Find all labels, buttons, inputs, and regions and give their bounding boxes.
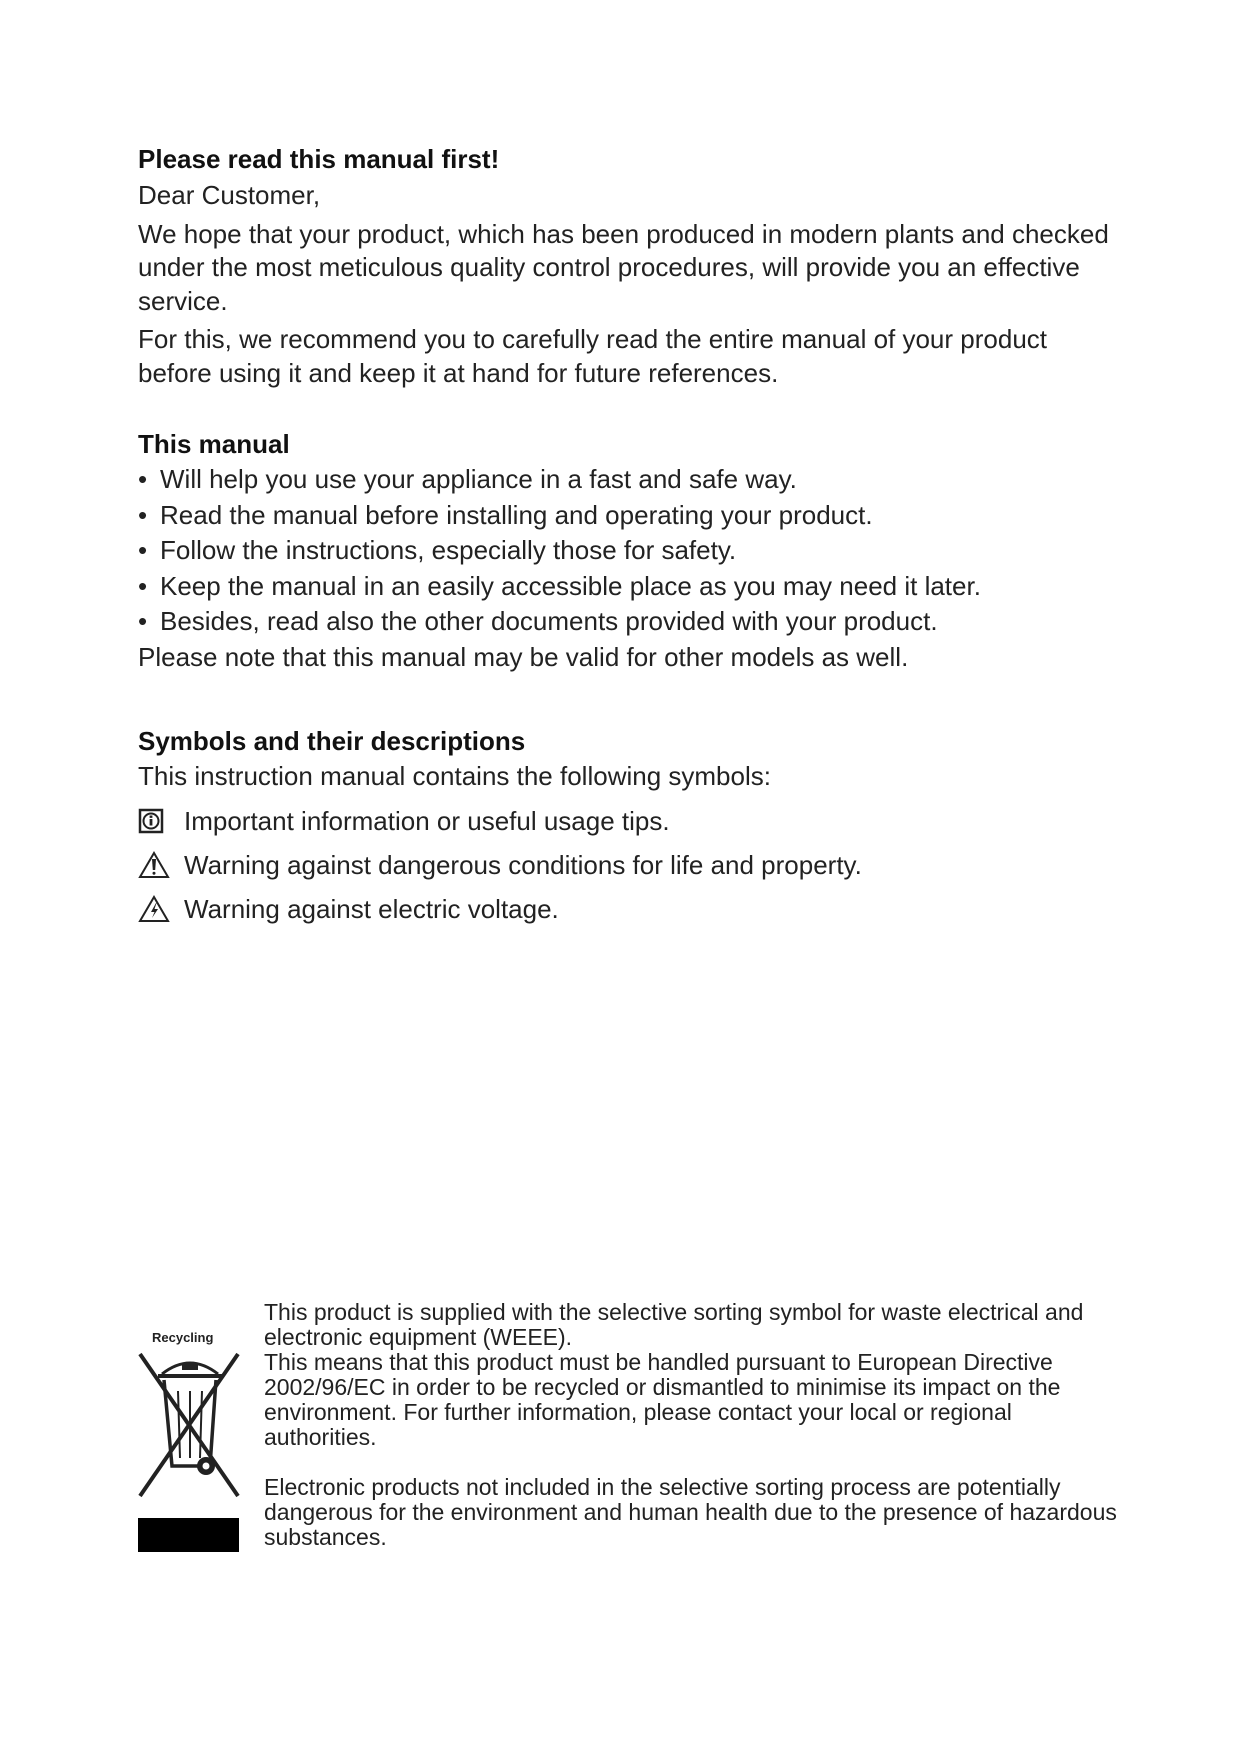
- symbol-description: Warning against dangerous conditions for life and property.: [184, 849, 862, 880]
- this-manual-section: [138, 428, 1118, 675]
- symbol-row-info: [138, 799, 1118, 843]
- intro-paragraph-1: We hope that your product, which has been produced in modern plants and checked under the most meticulous quality control procedures, will provide you an effective service.: [138, 218, 1109, 316]
- symbols-section: [138, 725, 1118, 931]
- recycling-label: Recycling: [152, 1330, 214, 1345]
- this-manual-heading: This manual: [138, 429, 290, 459]
- symbols-heading: Symbols and their descriptions: [138, 726, 526, 756]
- symbol-row-electric: [138, 887, 1118, 931]
- bullet-text: Keep the manual in an easily accessible place as you may need it later.: [160, 570, 981, 601]
- list-item: • Read the manual before installing and operating your product.: [138, 499, 873, 530]
- bullet-text: Follow the instructions, especially those for safety.: [160, 535, 737, 565]
- list-item: • Will help you use your appliance in a fast and safe way.: [138, 464, 797, 494]
- black-bar: [138, 1518, 239, 1552]
- intro-paragraph-2: For this, we recommend you to carefully read the entire manual of your product before using it and keep it at hand for future references.: [138, 324, 1047, 388]
- recycling-section: [138, 1300, 1118, 1560]
- bullet-text: Read the manual before installing and operating your product.: [160, 499, 873, 530]
- electric-warning-icon: [138, 893, 178, 925]
- intro-heading: Please read this manual first!: [138, 144, 500, 174]
- info-icon: [138, 805, 178, 837]
- bullet-text: Besides, read also the other documents provided with your product.: [160, 606, 938, 636]
- list-item: • Keep the manual in an easily accessible place as you may need it later.: [138, 570, 981, 601]
- manual-note: Please note that this manual may be valid for other models as well.: [138, 641, 909, 672]
- symbols-intro: This instruction manual contains the following symbols:: [138, 761, 771, 791]
- list-item: • Follow the instructions, especially those for safety.: [138, 535, 737, 565]
- symbol-description: Warning against electric voltage.: [184, 893, 559, 924]
- symbol-row-warning: [138, 843, 1118, 887]
- recycling-paragraph-3: Electronic products not included in the selective sorting process are potentially dangerous for the environment and human health due to the presence of hazardous substances.: [264, 1474, 1117, 1550]
- intro-section: [138, 143, 1118, 390]
- greeting-text: Dear Customer,: [138, 180, 321, 210]
- recycling-paragraph-1: This product is supplied with the selective sorting symbol for waste electrical and electronic equipment (WEEE).: [264, 1299, 1084, 1350]
- recycling-text: [264, 1300, 1124, 1550]
- crossed-out-bin-icon: [138, 1346, 242, 1516]
- warning-triangle-icon: [138, 849, 178, 881]
- bullet-text: Will help you use your appliance in a fast and safe way.: [160, 464, 797, 494]
- recycling-paragraph-2: This means that this product must be handled pursuant to European Directive 2002/96/EC in order to be recycled or dismantled to minimise its impact on the environment. For further information, please contact your local or regional authorities.: [264, 1349, 1061, 1450]
- symbol-description: Important information or useful usage tips.: [184, 805, 670, 836]
- list-item: • Besides, read also the other documents provided with your product.: [138, 606, 938, 636]
- weee-recycling-logo: [138, 1330, 242, 1548]
- manual-bullet-list: [138, 462, 1118, 640]
